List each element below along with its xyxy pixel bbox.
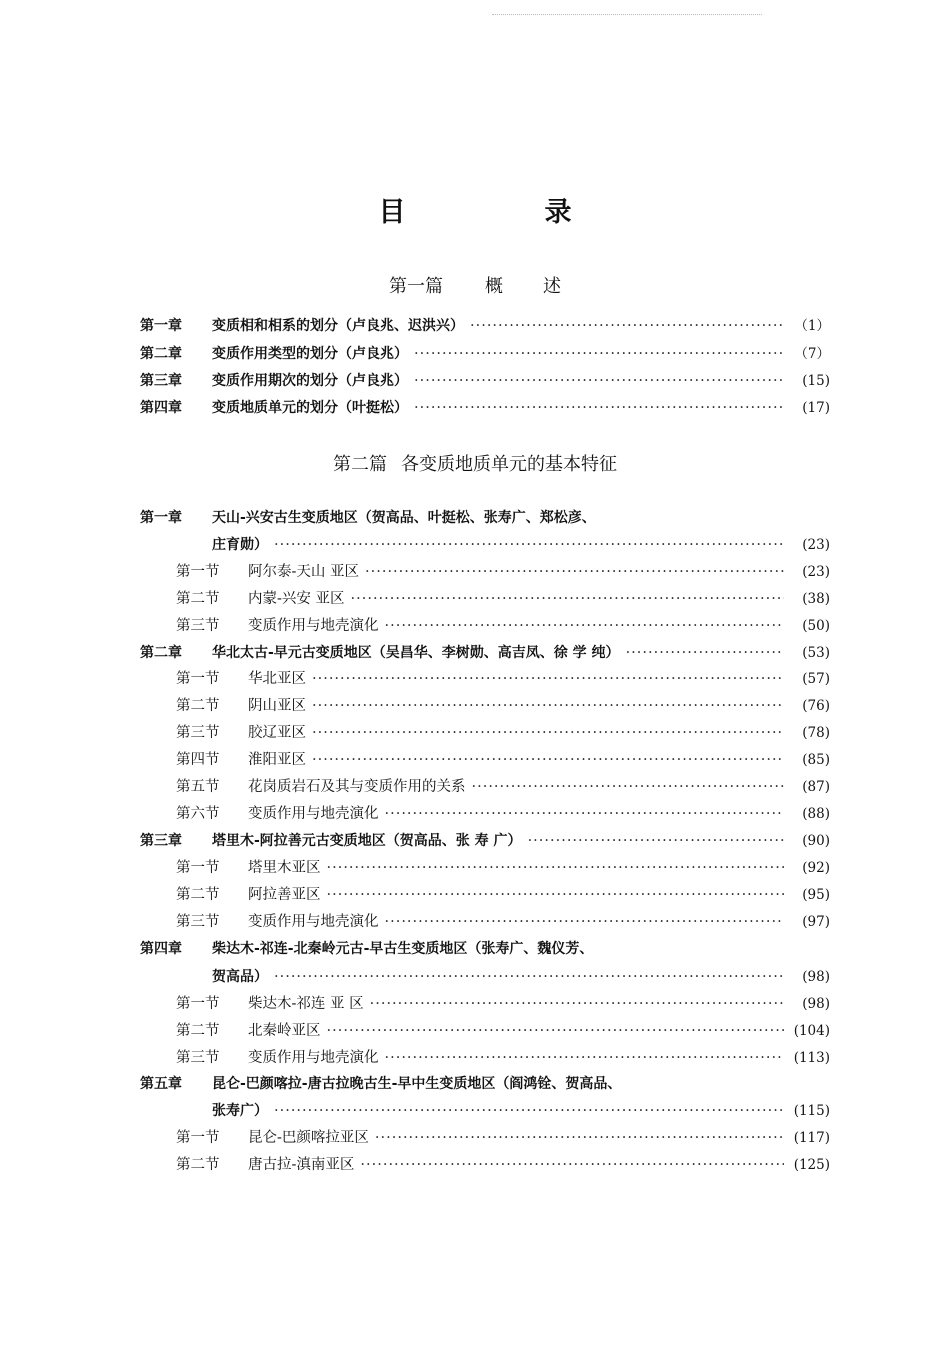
dot-leader — [375, 1127, 784, 1149]
dot-leader — [327, 1020, 785, 1042]
dot-leader — [470, 315, 784, 337]
toc-section-entry[interactable] — [0, 668, 950, 690]
chapter-number: 第二章 — [140, 645, 182, 661]
page-number: (15) — [802, 373, 830, 389]
dot-leader — [472, 776, 785, 798]
toc-section-entry[interactable] — [0, 695, 950, 717]
chapter-title: 变质作用类型的划分（卢良兆） — [212, 346, 408, 362]
page-number: (57) — [802, 671, 830, 687]
chapter-number: 第五章 — [140, 1076, 182, 1092]
toc-section-entry[interactable] — [0, 776, 950, 798]
section-title: 唐古拉-滇南亚区 — [248, 1157, 355, 1173]
toc-section-entry[interactable] — [0, 588, 950, 610]
part-title-char: 述 — [543, 276, 561, 297]
chapter-number: 第一章 — [140, 318, 182, 334]
toc-chapter-entry[interactable] — [0, 1073, 950, 1095]
page-number: (23) — [802, 564, 830, 580]
dot-leader — [385, 803, 785, 825]
page-number: (98) — [802, 996, 830, 1012]
section-title: 华北亚区 — [248, 671, 306, 687]
page-number: (97) — [802, 914, 830, 930]
section-number: 第一节 — [176, 1130, 220, 1146]
toc-chapter-entry[interactable] — [0, 507, 950, 529]
dot-leader — [312, 695, 784, 717]
dot-leader — [370, 993, 784, 1015]
dot-leader — [312, 722, 784, 744]
toc-section-entry[interactable] — [0, 1154, 950, 1176]
part-label: 第二篇 — [333, 454, 387, 475]
page-number: (92) — [802, 860, 830, 876]
page-number: (53) — [802, 645, 830, 661]
chapter-number: 第二章 — [140, 346, 182, 362]
dot-leader — [312, 668, 784, 690]
dot-leader — [351, 588, 784, 610]
section-title: 变质作用与地壳演化 — [248, 618, 379, 634]
section-title: 变质作用与地壳演化 — [248, 1050, 379, 1066]
chapter-title-continued: 张寿广） — [212, 1103, 268, 1119]
page-number: (90) — [802, 833, 830, 849]
page-number: (95) — [802, 887, 830, 903]
chapter-number: 第一章 — [140, 510, 182, 526]
section-number: 第二节 — [176, 1023, 220, 1039]
section-title: 阿拉善亚区 — [248, 887, 321, 903]
section-title: 阴山亚区 — [248, 698, 306, 714]
chapter-title-continued: 庄育勋） — [212, 537, 268, 553]
toc-section-entry[interactable] — [0, 884, 950, 906]
page-number: (88) — [802, 806, 830, 822]
dot-leader — [274, 966, 784, 988]
section-number: 第三节 — [176, 618, 220, 634]
dot-leader — [626, 642, 784, 664]
section-title: 变质作用与地壳演化 — [248, 806, 379, 822]
chapter-title: 柴达木-祁连-北秦岭元古-早古生变质地区（张寿广、魏仪芳、 — [212, 941, 594, 957]
page-number: (17) — [802, 400, 830, 416]
chapter-number: 第三章 — [140, 373, 182, 389]
dot-leader — [274, 534, 784, 556]
toc-section-entry[interactable] — [0, 1127, 950, 1149]
dot-leader — [385, 1047, 785, 1069]
page-number: （1） — [794, 318, 830, 334]
section-title: 昆仑-巴颜喀拉亚区 — [248, 1130, 369, 1146]
section-title: 淮阳亚区 — [248, 752, 306, 768]
part-title: 各变质地质单元的基本特征 — [401, 454, 617, 475]
toc-section-entry[interactable] — [0, 993, 950, 1015]
page-number: (98) — [802, 969, 830, 985]
dot-leader — [385, 615, 785, 637]
part-label: 第一篇 — [389, 276, 443, 297]
toc-section-entry[interactable] — [0, 561, 950, 583]
toc-chapter-entry[interactable] — [0, 370, 950, 392]
part-title-char: 概 — [485, 276, 503, 297]
section-number: 第一节 — [176, 860, 220, 876]
section-number: 第三节 — [176, 914, 220, 930]
section-title: 塔里木亚区 — [248, 860, 321, 876]
dot-leader — [327, 857, 785, 879]
page-number: (125) — [793, 1157, 830, 1173]
chapter-title: 华北太古-早元古变质地区（吴昌华、李树勋、高吉凤、徐 学 纯） — [212, 645, 620, 661]
chapter-number: 第四章 — [140, 941, 182, 957]
section-number: 第二节 — [176, 591, 220, 607]
chapter-title: 昆仑-巴颜喀拉-唐古拉晚古生-早中生变质地区（阎鸿铨、贺高品、 — [212, 1076, 622, 1092]
page-number: (115) — [793, 1103, 830, 1119]
toc-chapter-entry[interactable] — [0, 642, 950, 664]
toc-chapter-entry-continued[interactable] — [0, 1100, 950, 1122]
page-number: (38) — [802, 591, 830, 607]
page-number: (23) — [802, 537, 830, 553]
dot-leader — [414, 370, 784, 392]
toc-section-entry[interactable] — [0, 1020, 950, 1042]
page-number: (76) — [802, 698, 830, 714]
section-title: 变质作用与地壳演化 — [248, 914, 379, 930]
toc-section-entry[interactable] — [0, 857, 950, 879]
section-title: 柴达木-祁连 亚 区 — [248, 996, 364, 1012]
section-number: 第三节 — [176, 1050, 220, 1066]
section-number: 第四节 — [176, 752, 220, 768]
toc-section-entry[interactable] — [0, 615, 950, 637]
toc-chapter-entry-continued[interactable] — [0, 534, 950, 556]
toc-chapter-entry[interactable] — [0, 830, 950, 852]
section-number: 第一节 — [176, 671, 220, 687]
dot-leader — [385, 911, 785, 933]
dot-leader — [360, 1154, 784, 1176]
chapter-title: 变质地质单元的划分（叶挺松） — [212, 400, 408, 416]
section-number: 第五节 — [176, 779, 220, 795]
chapter-title: 变质作用期次的划分（卢良兆） — [212, 373, 408, 389]
page-number: (113) — [793, 1050, 830, 1066]
page-number: (87) — [802, 779, 830, 795]
toc-section-entry[interactable] — [0, 722, 950, 744]
toc-chapter-entry[interactable] — [0, 938, 950, 960]
dot-leader — [528, 830, 784, 852]
page-number: (50) — [802, 618, 830, 634]
dot-leader — [414, 397, 784, 419]
page-number: (117) — [793, 1130, 830, 1146]
toc-section-entry[interactable] — [0, 911, 950, 933]
toc-section-entry[interactable] — [0, 803, 950, 825]
dot-leader — [274, 1100, 784, 1122]
dot-leader — [327, 884, 785, 906]
toc-section-entry[interactable] — [0, 749, 950, 771]
page-number: (85) — [802, 752, 830, 768]
section-title: 内蒙-兴安 亚区 — [248, 591, 345, 607]
chapter-title: 变质相和相系的划分（卢良兆、迟洪兴） — [212, 318, 464, 334]
toc-section-entry[interactable] — [0, 1047, 950, 1069]
dot-leader — [312, 749, 784, 771]
section-title: 阿尔泰-天山 亚区 — [248, 564, 360, 580]
chapter-number: 第四章 — [140, 400, 182, 416]
section-title: 花岗质岩石及其与变质作用的关系 — [248, 779, 466, 795]
toc-chapter-entry[interactable] — [0, 315, 950, 337]
section-number: 第二节 — [176, 698, 220, 714]
section-number: 第三节 — [176, 725, 220, 741]
page-number: (104) — [793, 1023, 830, 1039]
chapter-title: 天山-兴安古生变质地区（贺高品、叶挺松、张寿广、郑松彦、 — [212, 510, 596, 526]
chapter-number: 第三章 — [140, 833, 182, 849]
section-number: 第二节 — [176, 1157, 220, 1173]
section-number: 第一节 — [176, 996, 220, 1012]
page-number: (78) — [802, 725, 830, 741]
section-title: 北秦岭亚区 — [248, 1023, 321, 1039]
page-title: 目 录 — [378, 197, 628, 228]
dot-leader — [365, 561, 784, 583]
section-title: 胶辽亚区 — [248, 725, 306, 741]
chapter-title-continued: 贺高品） — [212, 969, 268, 985]
section-number: 第一节 — [176, 564, 220, 580]
section-number: 第六节 — [176, 806, 220, 822]
dot-leader — [414, 343, 784, 365]
toc-chapter-entry[interactable] — [0, 343, 950, 365]
toc-chapter-entry[interactable] — [0, 397, 950, 419]
section-number: 第二节 — [176, 887, 220, 903]
chapter-title: 塔里木-阿拉善元古变质地区（贺高品、张 寿 广） — [212, 833, 522, 849]
toc-chapter-entry-continued[interactable] — [0, 966, 950, 988]
page-number: （7） — [794, 346, 830, 362]
